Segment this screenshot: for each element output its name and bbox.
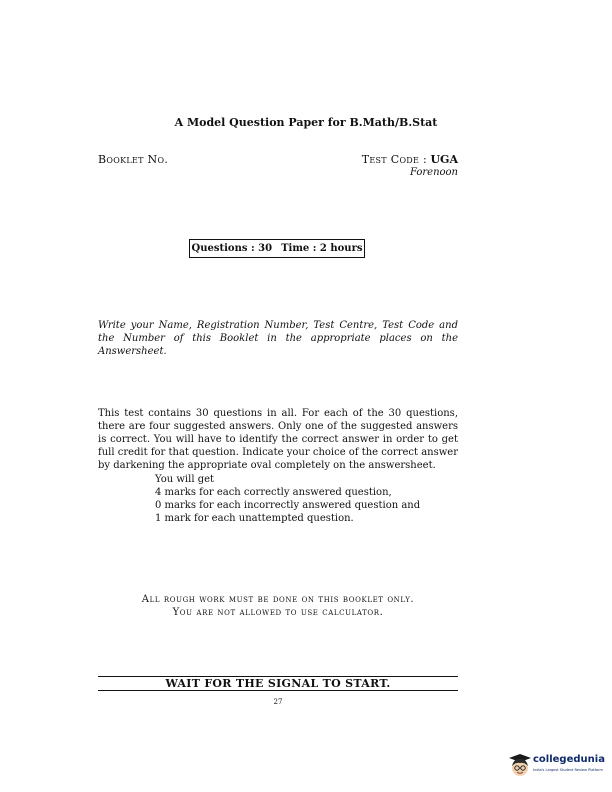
time-limit: Time : 2 hours	[281, 243, 363, 254]
marks-incorrect: 0 marks for each incorrectly answered question and	[155, 500, 421, 511]
test-code-label: Test Code :	[361, 153, 427, 166]
test-code-value: UGA	[430, 153, 458, 166]
wait-signal: WAIT FOR THE SIGNAL TO START.	[165, 677, 391, 690]
brand-tagline: India's Largest Student Review Platform	[533, 768, 603, 772]
bottom-rule	[98, 690, 458, 691]
student-mascot-icon	[509, 754, 531, 776]
rough-work-notice	[0, 593, 556, 619]
brand-name: collegedunia	[533, 754, 605, 765]
test-code	[362, 153, 458, 166]
page-number: 27	[273, 698, 283, 706]
paper-title: A Model Question Paper for B.Math/B.Stat	[174, 116, 438, 129]
rough-work-line: All rough work must be done on this booklet only.	[141, 594, 415, 605]
marks-unattempted: 1 mark for each unattempted question.	[155, 513, 354, 524]
marks-intro: You will get	[155, 474, 215, 485]
test-description: This test contains 30 questions in all. For each of the 30 questions, there are four suggested answers. Only one of the suggested answers is correct. You will have to identify the correct answer in order to get full credit for that question. Indicate your choice of the correct answer by darkening the appropriate oval completely on the answersheet.	[98, 408, 458, 471]
questions-time-box	[189, 239, 365, 258]
booklet-number-label: Booklet No.	[98, 153, 169, 166]
marking-scheme	[155, 473, 455, 525]
questions-count: Questions : 30	[191, 243, 273, 254]
marks-correct: 4 marks for each correctly answered question,	[155, 487, 392, 498]
calculator-line: You are not allowed to use calculator.	[172, 607, 384, 618]
answersheet-instruction: Write your Name, Registration Number, Test Centre, Test Code and the Number of this Booklet in the appropriate places on the Answersheet.	[98, 320, 458, 357]
session-label: Forenoon	[409, 167, 458, 178]
